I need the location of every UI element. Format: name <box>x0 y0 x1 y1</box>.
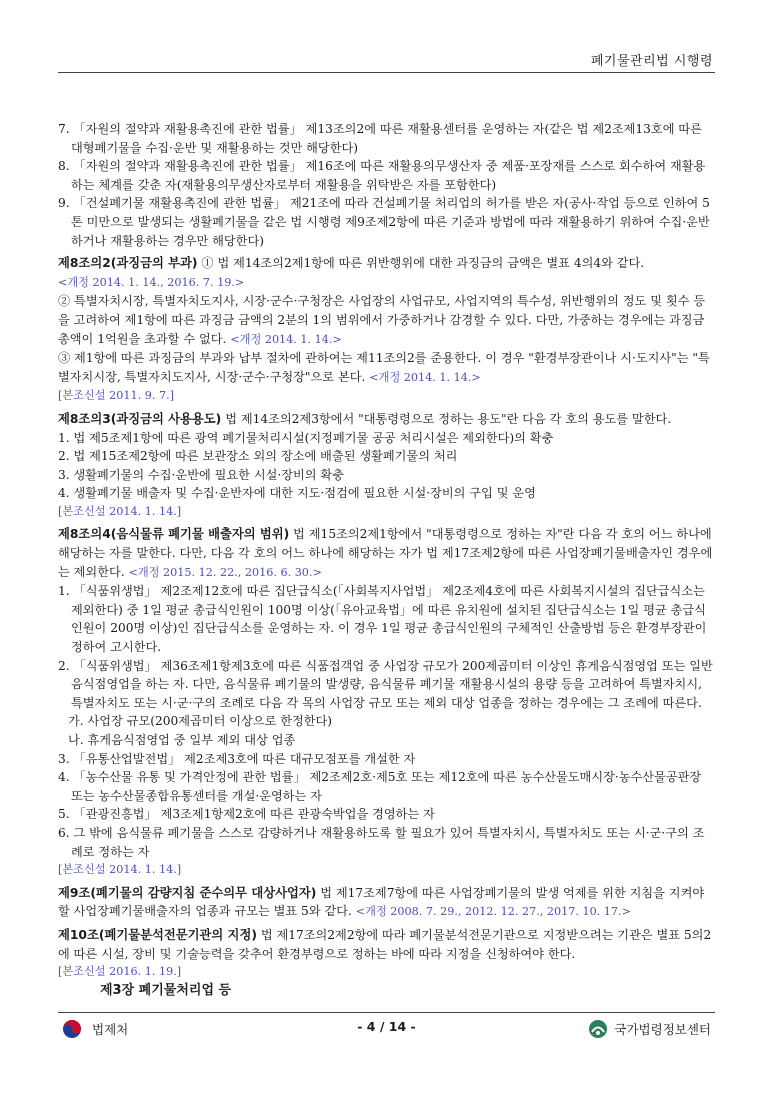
list-item: 8. 「자원의 절약과 재활용촉진에 관한 법률」 제16조에 따른 재활용의무생산자 중 제품·포장재를 스스로 회수하여 재활용하는 체계를 갖춘 자(재활용의무생산자로부터 재활용을 위탁받은 자를 포함한다) <box>58 159 706 192</box>
list-item: 3. 「유통산업발전법」 제2조제3호에 따른 대규모점포를 개설한 자 <box>58 751 416 766</box>
article-8-4-intro: 제8조의4(음식물류 폐기물 배출자의 범위) 법 제15조의2제1항에서 "대통령령으로 정하는 자"란 다음 각 호의 어느 하나에 해당하는 자를 말한다. 다만, 다음 각 호의 어느 하나에 해당하는 자가 법 제17조제2항에 따른 사업장폐기물배출자인 경우에는 제외한다. <개정 2015. 12. 22., 2016. 6. 30.> <box>58 527 713 579</box>
list-item: 5. 「관광진흥법」 제3조제1항제2호에 따른 관광숙박업을 경영하는 자 <box>58 807 435 822</box>
sub-item: 나. 휴게음식점영업 중 일부 제외 대상 업종 <box>68 733 296 747</box>
document-body <box>58 120 715 1000</box>
amendment-note: <개정 2008. 7. 29., 2012. 12. 27., 2017. 10. 17.> <box>355 905 631 919</box>
footer-right-label: 국가법령정보센터 <box>614 1022 711 1037</box>
footer-divider <box>58 1012 715 1013</box>
article-heading: 제9조(폐기물의 감량지침 준수의무 대상사업자) <box>58 885 317 900</box>
list-item: 2. 법 제15조제2항에 따른 보관장소 외의 장소에 배출된 생활폐기물의 처리 <box>58 449 458 464</box>
amendment-note: <개정 2014. 1. 14.> <box>369 370 481 384</box>
list-item: 4. 생활폐기물 배출자 및 수집·운반자에 대한 지도·점검에 필요한 시설·장비의 구입 및 운영 <box>58 486 536 501</box>
article-9: 제9조(폐기물의 감량지침 준수의무 대상사업자) 법 제17조제7항에 따른 사업장폐기물의 발생 억제를 위한 지침을 지켜야 할 사업장폐기물배출자의 업종과 규모는 별표 5와 같다. <개정 2008. 7. 29., 2012. 12. 27., 2017. 10. 17.> <box>58 885 705 919</box>
footer-left-label: 법제처 <box>92 1022 129 1037</box>
amendment-note: <개정 2014. 1. 14., 2016. 7. 19.> <box>58 275 245 289</box>
establishment-note: [본조신설 2011. 9. 7.] <box>58 389 175 403</box>
amendment-note: <개정 2014. 1. 14.> <box>230 332 342 346</box>
header-divider <box>58 72 715 73</box>
article-heading: 제8조의2(과징금의 부과) <box>58 256 198 271</box>
list-item: 1. 법 제5조제1항에 따른 광역 폐기물처리시설(지정폐기물 공공 처리시설은 제외한다)의 확충 <box>58 430 554 445</box>
article-heading: 제10조(폐기물분석전문기관의 지정) <box>58 927 257 942</box>
list-item: 3. 생활폐기물의 수집·운반에 필요한 시설·장비의 확충 <box>58 467 344 482</box>
list-item: 7. 「자원의 절약과 재활용촉진에 관한 법률」 제13조의2에 따른 재활용센터를 운영하는 자(같은 법 제2조제13호에 따른 대형폐기물을 수집·운반 및 재활용하는 것만 해당한다) <box>58 122 702 155</box>
article-8-2-para-2: ② 특별자치시장, 특별자치도지사, 시장·군수·구청장은 사업장의 사업규모, 사업지역의 특수성, 위반행위의 정도 및 횟수 등을 고려하여 제1항에 따른 과징금 금액의 2분의 1의 범위에서 가중하거나 감경할 수 있다. 다만, 가중하는 경우에는 과징금 총액이 1억원을 초과할 수 없다. <개정 2014. 1. 14.> <box>58 294 706 346</box>
article-8-2-para-1: 제8조의2(과징금의 부과) ① 법 제14조의2제1항에 따른 위반행위에 대한 과징금의 금액은 별표 4의4와 같다. <개정 2014. 1. 14., 2016. 7. 19.> <box>58 256 645 289</box>
chapter-heading: 제3장 폐기물처리업 등 <box>100 982 232 998</box>
sub-item: 가. 사업장 규모(200제곱미터 이상으로 한정한다) <box>68 714 333 729</box>
page-number: - 4 / 14 - <box>357 1019 416 1034</box>
list-item: 4. 「농수산물 유통 및 가격안정에 관한 법률」 제2조제2호·제5호 또는 제12호에 따른 농수산물도매시장·농수산물공판장 또는 농수산물종합유통센터를 개설·운영하는 자 <box>58 770 702 803</box>
amendment-note: <개정 2015. 12. 22., 2016. 6. 30.> <box>128 565 322 579</box>
agency-logo-icon <box>588 1019 608 1039</box>
list-item: 6. 그 밖에 음식물류 폐기물을 스스로 감량하거나 재활용하도록 할 필요가 있어 특별자치시, 특별자치도 또는 시·군·구의 조례로 정하는 자 <box>58 825 705 859</box>
article-8-3-intro: 제8조의3(과징금의 사용용도) 법 제14조의2제3항에서 "대통령령으로 정하는 용도"란 다음 각 호의 용도를 말한다. <box>58 411 672 426</box>
article-heading: 제8조의3(과징금의 사용용도) <box>58 411 222 426</box>
article-8-2-para-3: ③ 제1항에 따른 과징금의 부과와 납부 절차에 관하여는 제11조의2를 준용한다. 이 경우 "환경부장관이나 시·도지사"는 "특별자치시장, 특별자치도지사, 시장·군수·구청장"으로 본다. <개정 2014. 1. 14.> <box>58 351 710 384</box>
document-title: 폐기물관리법 시행령 <box>590 54 713 69</box>
article-10: 제10조(폐기물분석전문기관의 지정) 법 제17조의2제2항에 따라 폐기물분석전문기관으로 지정받으려는 기관은 별표 5의2에 따른 시설, 장비 및 기술능력을 갖추어 환경부령으로 정하는 바에 따라 지정을 신청하여야 한다. <box>58 927 712 961</box>
footer-right <box>588 1018 711 1040</box>
list-item: 1. 「식품위생법」 제2조제12호에 따른 집단급식소(「사회복지사업법」 제2조제4호에 따른 사회복지시설의 집단급식소는 제외한다) 중 1일 평균 총급식인원이 100명 이상(「유아교육법」에 따른 유치원에 설치된 집단급식소는 1일 평균 총급식인원이 200명 이상)인 집단급식소를 운영하는 자. 이 경우 1일 평균 총급식인원의 구체적인 산출방법 등은 환경부장관이 정하여 고시한다. <box>58 584 707 655</box>
establishment-note: [본조신설 2014. 1. 14.] <box>58 504 182 518</box>
establishment-note: [본조신설 2014. 1. 14.] <box>58 863 182 877</box>
list-item: 2. 「식품위생법」 제36조제1항제3호에 따른 식품접객업 중 사업장 규모가 200제곱미터 이상인 휴게음식점영업 또는 일반음식점영업을 하는 자. 다만, 음식물류 폐기물의 발생량, 음식물류 폐기물 재활용시설의 용량 등을 고려하여 특별자치시, 특별자치도 또는 시·군·구의 조례로 다음 각 목의 사업장 규모 또는 제외 대상 업종을 정하는 경우에는 그 조례에 따른다. <box>58 658 713 710</box>
establishment-note: [본조신설 2016. 1. 19.] <box>58 965 182 979</box>
list-item: 9. 「건설폐기물 재활용촉진에 관한 법률」 제21조에 따라 건설폐기물 처리업의 허가를 받은 자(공사·작업 등으로 인하여 5톤 미만으로 발생되는 생활폐기물을 같은 법 시행령 제9조제2항에 따른 기준과 방법에 따라 재활용하기 위하여 수집·운반하거나 재활용하는 경우만 해당한다) <box>58 196 710 248</box>
article-heading: 제8조의4(음식물류 폐기물 배출자의 범위) <box>58 527 290 542</box>
